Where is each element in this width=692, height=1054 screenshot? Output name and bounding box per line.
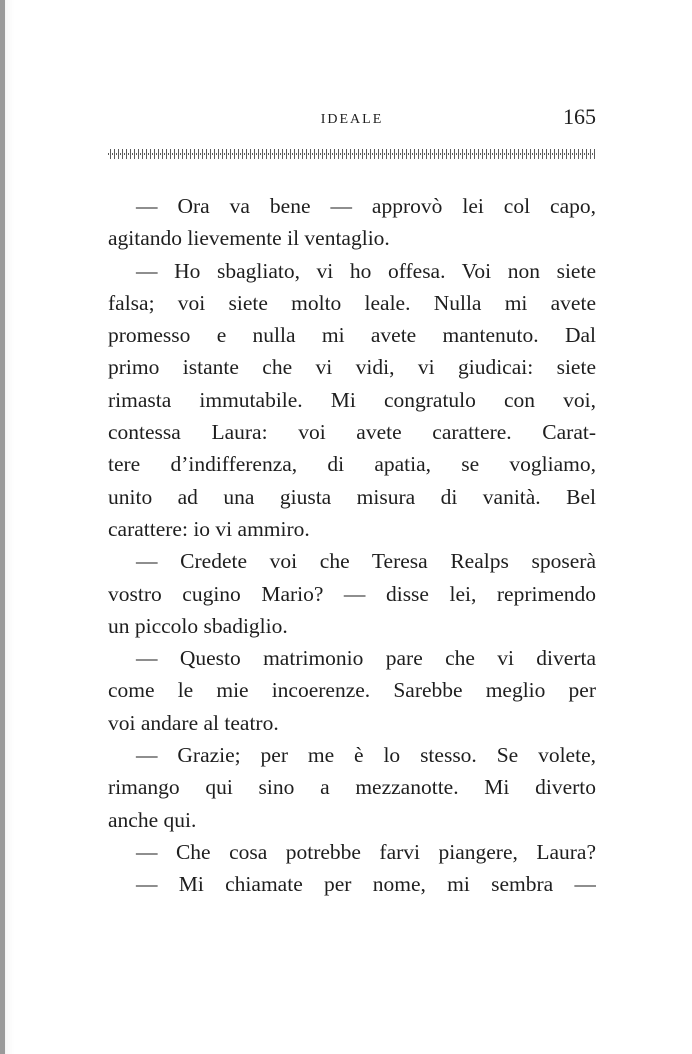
text-line: — Che cosa potrebbe farvi piangere, Laura? [136, 839, 596, 864]
text-line: promesso e nulla mi avete mantenuto. Dal [108, 323, 596, 348]
text-line: — Questo matrimonio pare che vi diverta [136, 646, 596, 671]
text-line: unito ad una giusta misura di vanità. Bel [108, 484, 596, 509]
page-number: 165 [563, 104, 596, 129]
text-line: carattere: io vi ammiro. [108, 516, 310, 541]
text-line: agitando lievemente il ventaglio. [108, 226, 390, 251]
text-line: come le mie incoerenze. Sarebbe meglio per [108, 678, 596, 703]
text-line: rimango qui sino a mezzanotte. Mi diverto [108, 775, 596, 800]
page-binding-edge [0, 0, 5, 1054]
text-line: — Grazie; per me è lo stesso. Se volete, [136, 743, 596, 768]
body-text [108, 190, 596, 901]
text-line: — Mi chiamate per nome, mi sembra — [136, 872, 596, 897]
running-title: IDEALE [320, 112, 384, 127]
text-line: — Ora va bene — approvò lei col capo, [136, 194, 596, 218]
text-line: rimasta immutabile. Mi congratulo con voi, [108, 387, 596, 412]
text-line: vostro cugino Mario? — disse lei, reprimendo [108, 581, 596, 606]
ornamental-rule [108, 149, 596, 159]
text-line: voi andare al teatro. [108, 710, 279, 735]
text-line: contessa Laura: voi avete carattere. Carat- [108, 420, 596, 445]
text-line: anche qui. [108, 807, 197, 832]
page-header [108, 104, 596, 134]
text-line: primo istante che vi vidi, vi giudicai: siete [108, 355, 596, 380]
text-line: tere d’indifferenza, di apatia, se vogliamo, [108, 452, 596, 477]
text-line: — Credete voi che Teresa Realps sposerà [136, 549, 596, 574]
text-line: — Ho sbagliato, vi ho offesa. Voi non siete [136, 258, 596, 283]
text-line: falsa; voi siete molto leale. Nulla mi avete [108, 290, 596, 315]
text-line: un piccolo sbadiglio. [108, 613, 288, 638]
